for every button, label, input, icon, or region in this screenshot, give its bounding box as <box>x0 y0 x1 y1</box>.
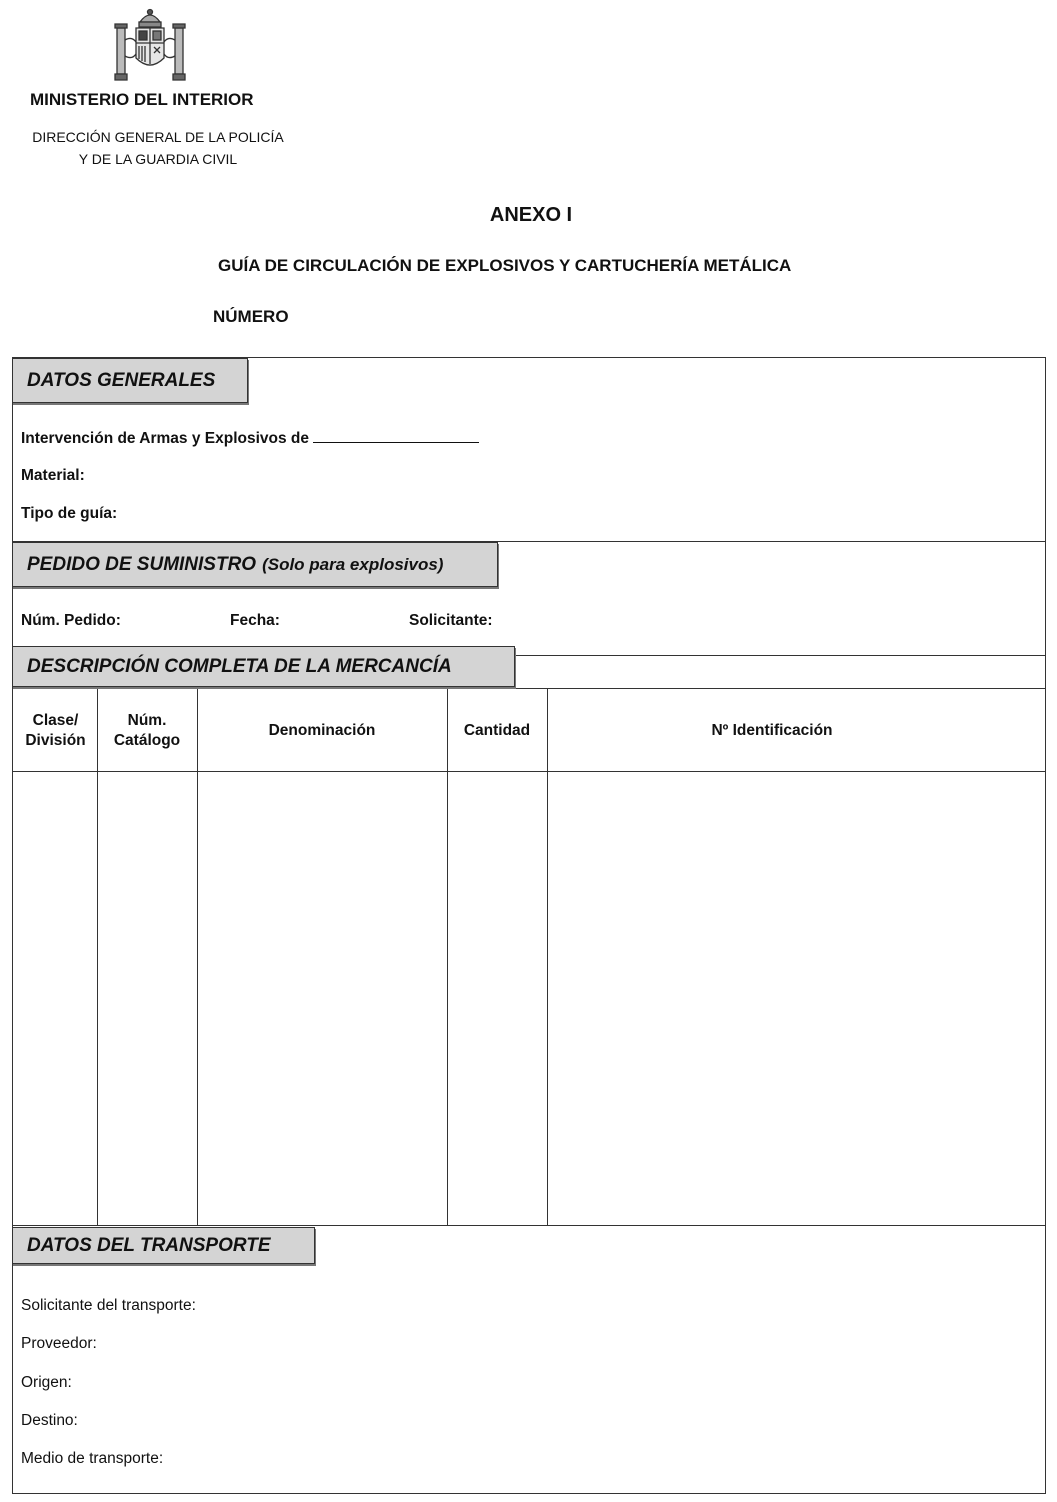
annex-title: ANEXO I <box>489 204 573 226</box>
solicitante-transporte-label: Solicitante del transporte: <box>21 1297 196 1314</box>
section-heading-text: PEDIDO DE SUMINISTRO <box>27 553 257 575</box>
column-header-line: Cantidad <box>463 722 531 739</box>
section-heading-descripcion <box>12 646 515 687</box>
section-heading-text: DATOS GENERALES <box>27 369 216 391</box>
column-header-line: Núm. <box>127 712 167 729</box>
section-heading-note: (Solo para explosivos) <box>262 554 444 574</box>
column-header-line: Nº Identificación <box>711 722 833 739</box>
column-header-cantidad <box>447 690 547 772</box>
intervencion-blank-line <box>313 428 479 443</box>
divider-line <box>12 1225 1046 1226</box>
section-heading-pedido <box>12 542 498 587</box>
column-header-denominacion <box>197 690 447 772</box>
intervencion-field[interactable] <box>21 428 479 448</box>
section-heading-transporte <box>12 1227 315 1264</box>
column-header-clase-division <box>14 690 97 772</box>
number-label: NÚMERO <box>213 307 289 326</box>
origen-label: Origen: <box>21 1374 72 1391</box>
material-label: Material: <box>21 467 85 484</box>
directorate-line-1: DIRECCIÓN GENERAL DE LA POLICÍA <box>32 129 284 145</box>
solicitante-label: Solicitante: <box>409 612 493 629</box>
column-header-line: Clase/ <box>32 712 79 729</box>
proveedor-label: Proveedor: <box>21 1335 97 1352</box>
column-header-line: Denominación <box>268 722 376 739</box>
form-frame <box>12 357 1046 1494</box>
section-heading-text: DESCRIPCIÓN COMPLETA DE LA MERCANCÍA <box>27 655 452 677</box>
section-heading-datos-generales <box>12 358 248 403</box>
document-title: GUÍA DE CIRCULACIÓN DE EXPLOSIVOS Y CARTUCHERÍA METÁLICA <box>218 256 792 275</box>
divider-line <box>12 688 1046 689</box>
directorate-line-2: Y DE LA GUARDIA CIVIL <box>78 151 238 167</box>
directorate-name <box>22 126 294 170</box>
fecha-label: Fecha: <box>230 612 280 629</box>
num-pedido-label: Núm. Pedido: <box>21 612 121 629</box>
section-heading-text: DATOS DEL TRANSPORTE <box>27 1234 271 1256</box>
column-header-num-catalogo <box>97 690 197 772</box>
intervencion-label: Intervención de Armas y Explosivos de <box>21 430 309 447</box>
destino-label: Destino: <box>21 1412 78 1429</box>
medio-transporte-label: Medio de transporte: <box>21 1450 164 1467</box>
tipo-guia-label: Tipo de guía: <box>21 505 118 522</box>
column-header-line: Catálogo <box>113 732 181 749</box>
column-header-n-identificacion <box>547 690 997 772</box>
column-header-line: División <box>25 732 86 749</box>
coat-of-arms-icon <box>112 6 188 84</box>
ministry-name: MINISTERIO DEL INTERIOR <box>30 90 254 109</box>
